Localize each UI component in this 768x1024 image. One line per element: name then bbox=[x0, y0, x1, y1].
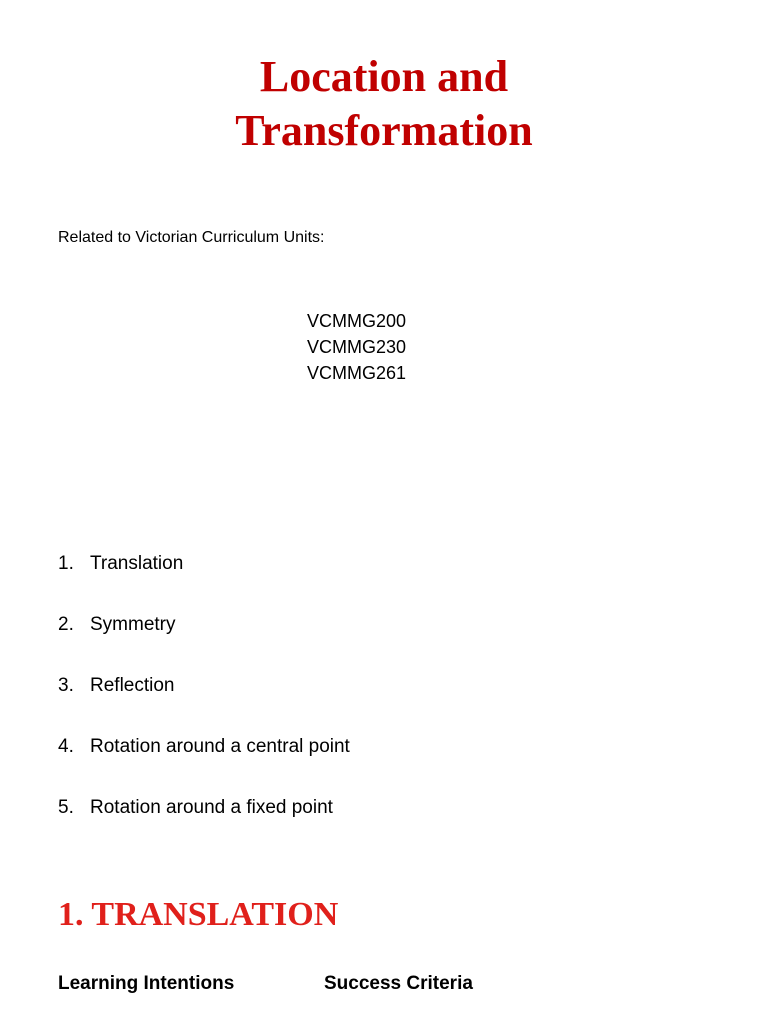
topic-number: 5. bbox=[58, 797, 74, 818]
topic-item bbox=[58, 611, 350, 672]
topic-list bbox=[58, 550, 350, 855]
topic-number: 3. bbox=[58, 675, 74, 696]
topic-number: 2. bbox=[58, 614, 74, 635]
topic-label: Translation bbox=[90, 553, 184, 574]
title-line-1: Location and bbox=[259, 52, 509, 101]
curriculum-code: VCMMG261 bbox=[307, 363, 407, 383]
success-criteria-heading: Success Criteria bbox=[324, 973, 473, 994]
curriculum-code: VCMMG200 bbox=[307, 311, 407, 331]
document-title bbox=[0, 50, 768, 158]
topic-label: Symmetry bbox=[90, 614, 176, 635]
topic-label: Rotation around a fixed point bbox=[90, 797, 333, 818]
topic-item bbox=[58, 672, 350, 733]
topic-item bbox=[58, 550, 350, 611]
topic-label: Reflection bbox=[90, 675, 175, 696]
curriculum-code-list bbox=[307, 308, 406, 386]
topic-label: Rotation around a central point bbox=[90, 736, 350, 757]
topic-number: 1. bbox=[58, 553, 74, 574]
topic-item bbox=[58, 794, 350, 855]
topic-item bbox=[58, 733, 350, 794]
curriculum-intro: Related to Victorian Curriculum Units: bbox=[58, 229, 325, 246]
title-line-2: Transformation bbox=[235, 106, 533, 155]
curriculum-code: VCMMG230 bbox=[307, 337, 407, 357]
topic-number: 4. bbox=[58, 736, 74, 757]
learning-intentions-heading: Learning Intentions bbox=[58, 973, 235, 994]
section-heading: 1. TRANSLATION bbox=[58, 896, 339, 933]
